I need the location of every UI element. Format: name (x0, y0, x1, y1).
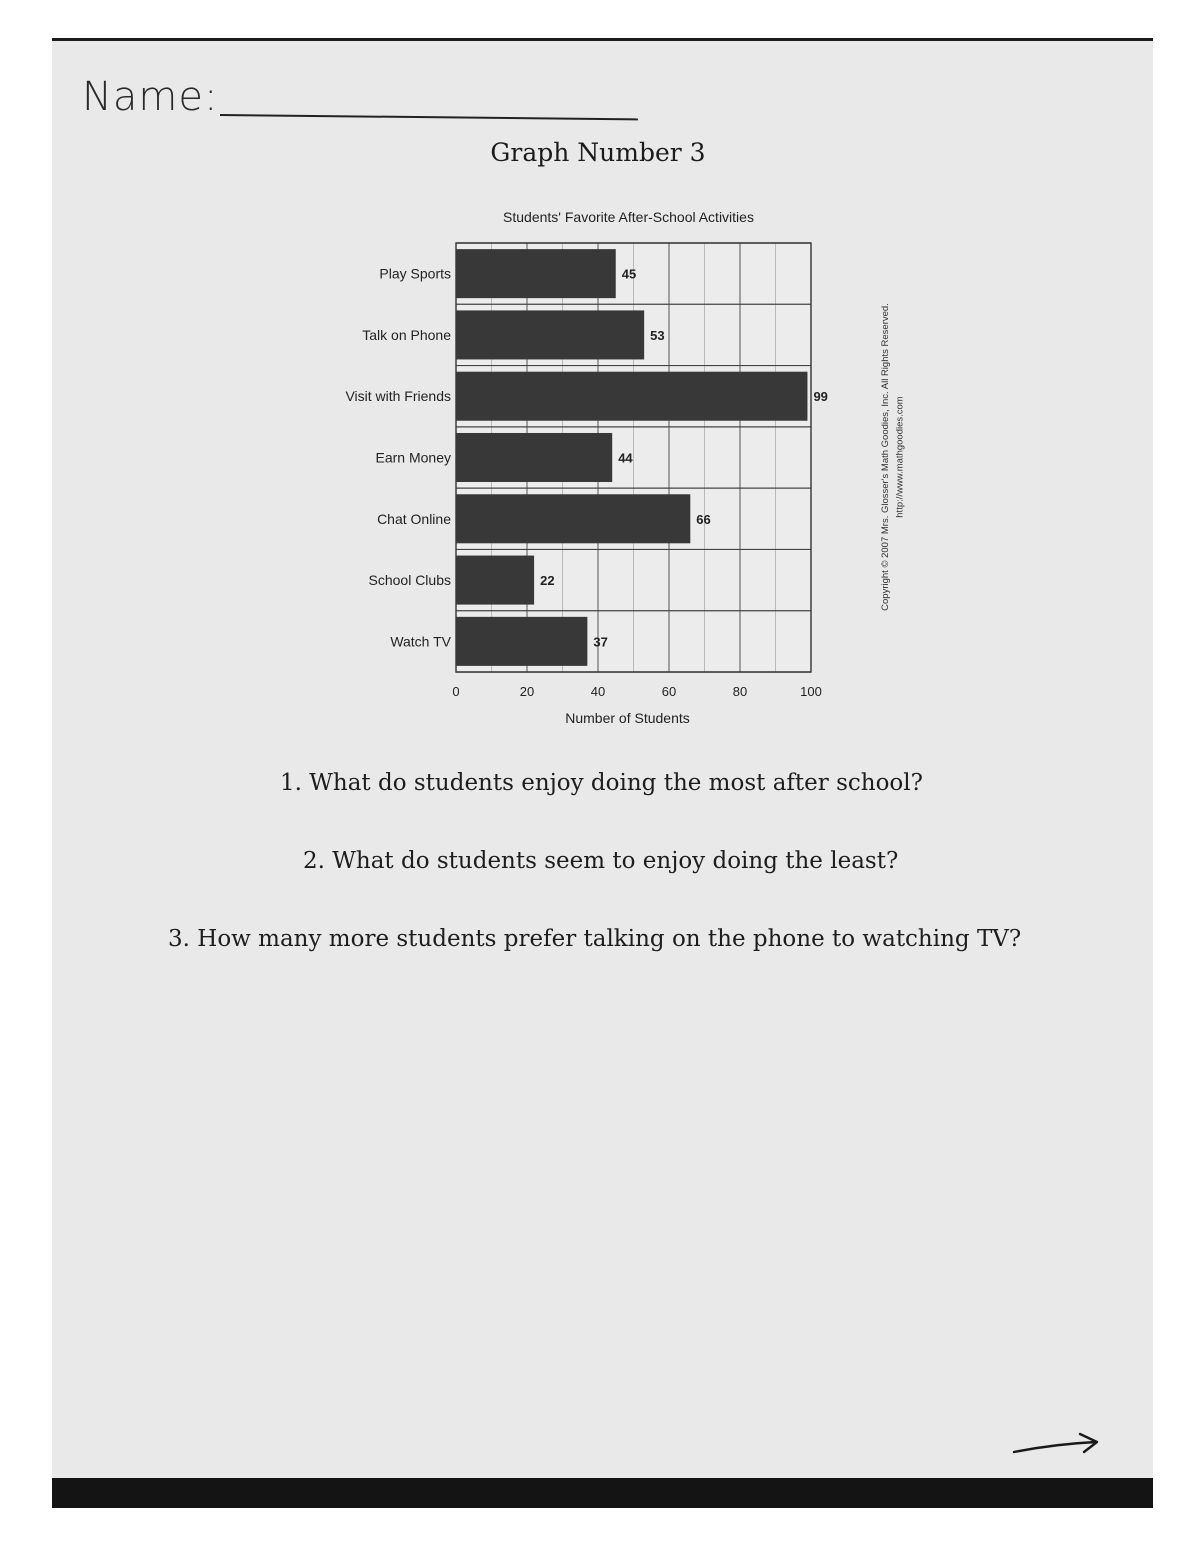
category-label: Play Sports (379, 265, 451, 282)
question-3: 3. How many more students prefer talking on the phone to watching TV? (168, 926, 1022, 952)
bar-visit-with-friends (456, 372, 807, 421)
x-tick-label: 80 (732, 684, 748, 699)
bar-chat-online (456, 494, 690, 543)
scan-bottom-edge (52, 1478, 1153, 1508)
data-label: 53 (650, 327, 665, 343)
data-label: 99 (813, 389, 828, 405)
data-label: 22 (540, 573, 555, 589)
question-2: 2. What do students seem to enjoy doing the least? (303, 848, 899, 874)
bar-talk-on-phone (456, 310, 644, 359)
x-tick-label: 20 (519, 684, 535, 699)
x-tick-label: 0 (452, 684, 460, 699)
bar-earn-money (456, 433, 612, 482)
bar-school-clubs (456, 556, 534, 605)
category-label: Visit with Friends (345, 388, 451, 405)
x-tick-label: 40 (590, 684, 606, 699)
category-label: Talk on Phone (362, 326, 451, 343)
x-axis-label: Number of Students (565, 710, 690, 726)
scan-top-edge (52, 0, 1153, 38)
question-1: 1. What do students enjoy doing the most after school? (280, 770, 923, 796)
graph-title: Graph Number 3 (490, 138, 706, 167)
x-tick-label: 60 (661, 684, 677, 699)
data-label: 45 (621, 266, 637, 282)
chart-title: Students' Favorite After-School Activities (503, 209, 754, 225)
bar-play-sports (456, 249, 616, 298)
next-page-arrow-icon (1010, 1430, 1110, 1470)
category-label: Earn Money (375, 449, 451, 466)
data-label: 37 (593, 634, 608, 650)
bar-chart (300, 200, 860, 740)
category-label: Watch TV (390, 633, 451, 650)
bar-watch-tv (456, 617, 587, 666)
data-label: 44 (618, 450, 633, 466)
name-label: Name: (82, 74, 219, 120)
x-tick-label: 100 (800, 684, 822, 699)
data-label: 66 (696, 511, 711, 527)
copyright-text: Copyright © 2007 Mrs. Glosser's Math Goodies, Inc. All Rights Reserved. (880, 303, 891, 611)
category-label: Chat Online (377, 510, 451, 527)
category-label: School Clubs (368, 572, 451, 589)
copyright-url: http://www.mathgoodies.com (894, 396, 906, 518)
